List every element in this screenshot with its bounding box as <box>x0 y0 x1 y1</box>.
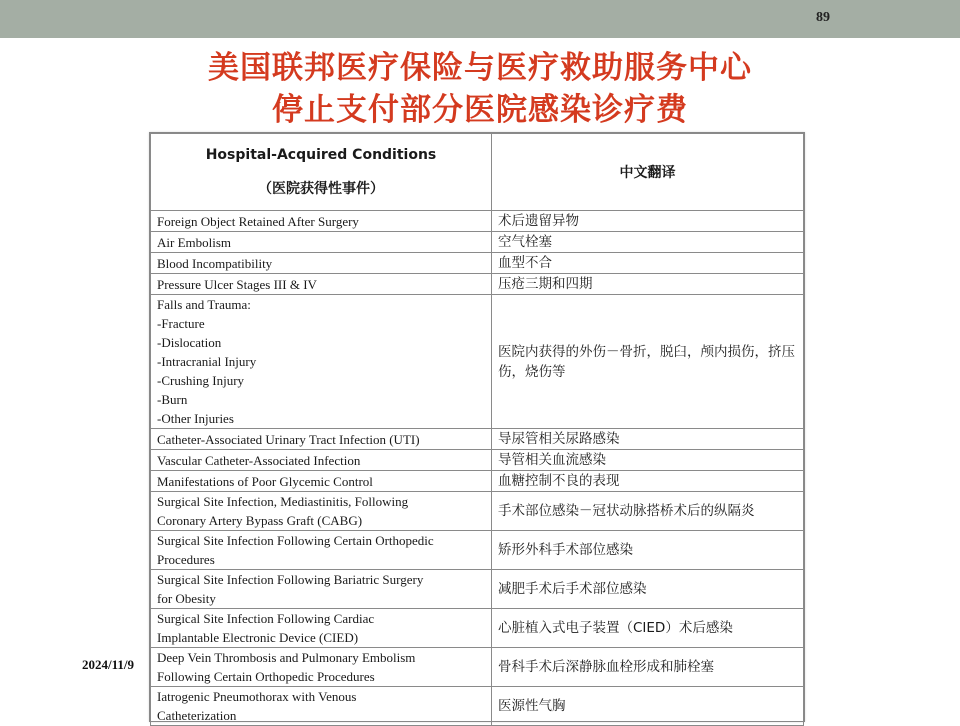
condition-english-line: -Intracranial Injury <box>157 354 257 369</box>
condition-english-line: Foreign Object Retained After Surgery <box>157 213 359 229</box>
condition-chinese: 手术部位感染－冠状动脉搭桥术后的纵隔炎 <box>492 492 804 531</box>
condition-english-line: Blood Incompatibility <box>157 255 273 271</box>
condition-chinese: 空气栓塞 <box>492 232 804 253</box>
condition-english-line: -Other Injuries <box>157 411 234 426</box>
table-row <box>151 253 804 274</box>
condition-english-line: Deep Vein Thrombosis and Pulmonary Embolism <box>157 650 416 665</box>
condition-english-line: Falls and Trauma: <box>157 297 251 312</box>
condition-english <box>151 211 492 232</box>
header-english <box>151 134 492 211</box>
table-row <box>151 531 804 570</box>
condition-english <box>151 531 492 570</box>
condition-english-line: Surgical Site Infection Following Certain Orthopedic <box>157 533 434 548</box>
page-number: 89 <box>816 10 830 25</box>
condition-chinese: 减肥手术后手术部位感染 <box>492 570 804 609</box>
table-row <box>151 450 804 471</box>
condition-english <box>151 450 492 471</box>
condition-english <box>151 232 492 253</box>
condition-english <box>151 570 492 609</box>
condition-english-line: -Fracture <box>157 316 205 331</box>
condition-english-line: Vascular Catheter-Associated Infection <box>157 452 361 468</box>
slide-title-line-2: 停止支付部分医院感染诊疗费 <box>272 92 688 128</box>
condition-english-line: Catheter-Associated Urinary Tract Infection (UTI) <box>157 431 420 447</box>
condition-english <box>151 648 492 687</box>
condition-english <box>151 492 492 531</box>
condition-english-line: Iatrogenic Pneumothorax with Venous <box>157 689 357 704</box>
table-row <box>151 471 804 492</box>
table-row <box>151 295 804 429</box>
table-row <box>151 274 804 295</box>
table-row <box>151 492 804 531</box>
condition-english-line: Surgical Site Infection Following Bariatric Surgery <box>157 572 424 587</box>
condition-english-line: Manifestations of Poor Glycemic Control <box>157 473 373 489</box>
table-row <box>151 211 804 232</box>
conditions-table <box>150 133 804 726</box>
slide-date: 2024/11/9 <box>82 657 135 672</box>
condition-english <box>151 253 492 274</box>
condition-chinese: 血糖控制不良的表现 <box>492 471 804 492</box>
condition-english <box>151 609 492 648</box>
condition-english-line: Surgical Site Infection Following Cardiac <box>157 611 375 626</box>
condition-chinese: 骨科手术后深静脉血栓形成和肺栓塞 <box>492 648 804 687</box>
table-row <box>151 232 804 253</box>
condition-english-line: -Crushing Injury <box>157 373 245 388</box>
condition-english-line: Catheterization <box>157 708 237 723</box>
condition-english-line: Implantable Electronic Device (CIED) <box>157 630 359 645</box>
condition-chinese: 血型不合 <box>492 253 804 274</box>
table-row <box>151 570 804 609</box>
condition-english-line: Coronary Artery Bypass Graft (CABG) <box>157 513 363 528</box>
condition-english <box>151 295 492 429</box>
condition-english-line: Pressure Ulcer Stages III & IV <box>157 276 317 292</box>
slide-title-line-1: 美国联邦医疗保险与医疗救助服务中心 <box>208 50 752 86</box>
condition-english-line: Air Embolism <box>157 234 232 250</box>
condition-english <box>151 429 492 450</box>
condition-chinese: 导尿管相关尿路感染 <box>492 429 804 450</box>
table-row <box>151 609 804 648</box>
condition-chinese: 心脏植入式电子装置（CIED）术后感染 <box>492 609 804 648</box>
condition-english-line: Surgical Site Infection, Mediastinitis, Following <box>157 494 409 509</box>
header-chinese: 中文翻译 <box>492 134 804 211</box>
table-body <box>151 211 804 726</box>
table-row <box>151 429 804 450</box>
condition-chinese: 医院内获得的外伤－骨折，脱臼，颅内损伤，挤压伤，烧伤等 <box>492 295 804 429</box>
condition-english-line: -Dislocation <box>157 335 222 350</box>
condition-chinese: 导管相关血流感染 <box>492 450 804 471</box>
condition-english <box>151 274 492 295</box>
conditions-table-image <box>149 132 805 722</box>
table-header-row <box>151 134 804 211</box>
header-english-line-1: Hospital-Acquired Conditions <box>205 147 437 163</box>
header-english-line-2: （医院获得性事件） <box>258 181 384 197</box>
condition-english-line: -Burn <box>157 392 188 407</box>
condition-chinese: 医源性气胸 <box>492 687 804 726</box>
condition-chinese: 压疮三期和四期 <box>492 274 804 295</box>
table-row <box>151 648 804 687</box>
condition-chinese: 矫形外科手术部位感染 <box>492 531 804 570</box>
condition-english-line: for Obesity <box>157 591 216 606</box>
condition-chinese: 术后遗留异物 <box>492 211 804 232</box>
condition-english <box>151 471 492 492</box>
condition-english-line: Procedures <box>157 552 215 567</box>
condition-english-line: Following Certain Orthopedic Procedures <box>157 669 375 684</box>
